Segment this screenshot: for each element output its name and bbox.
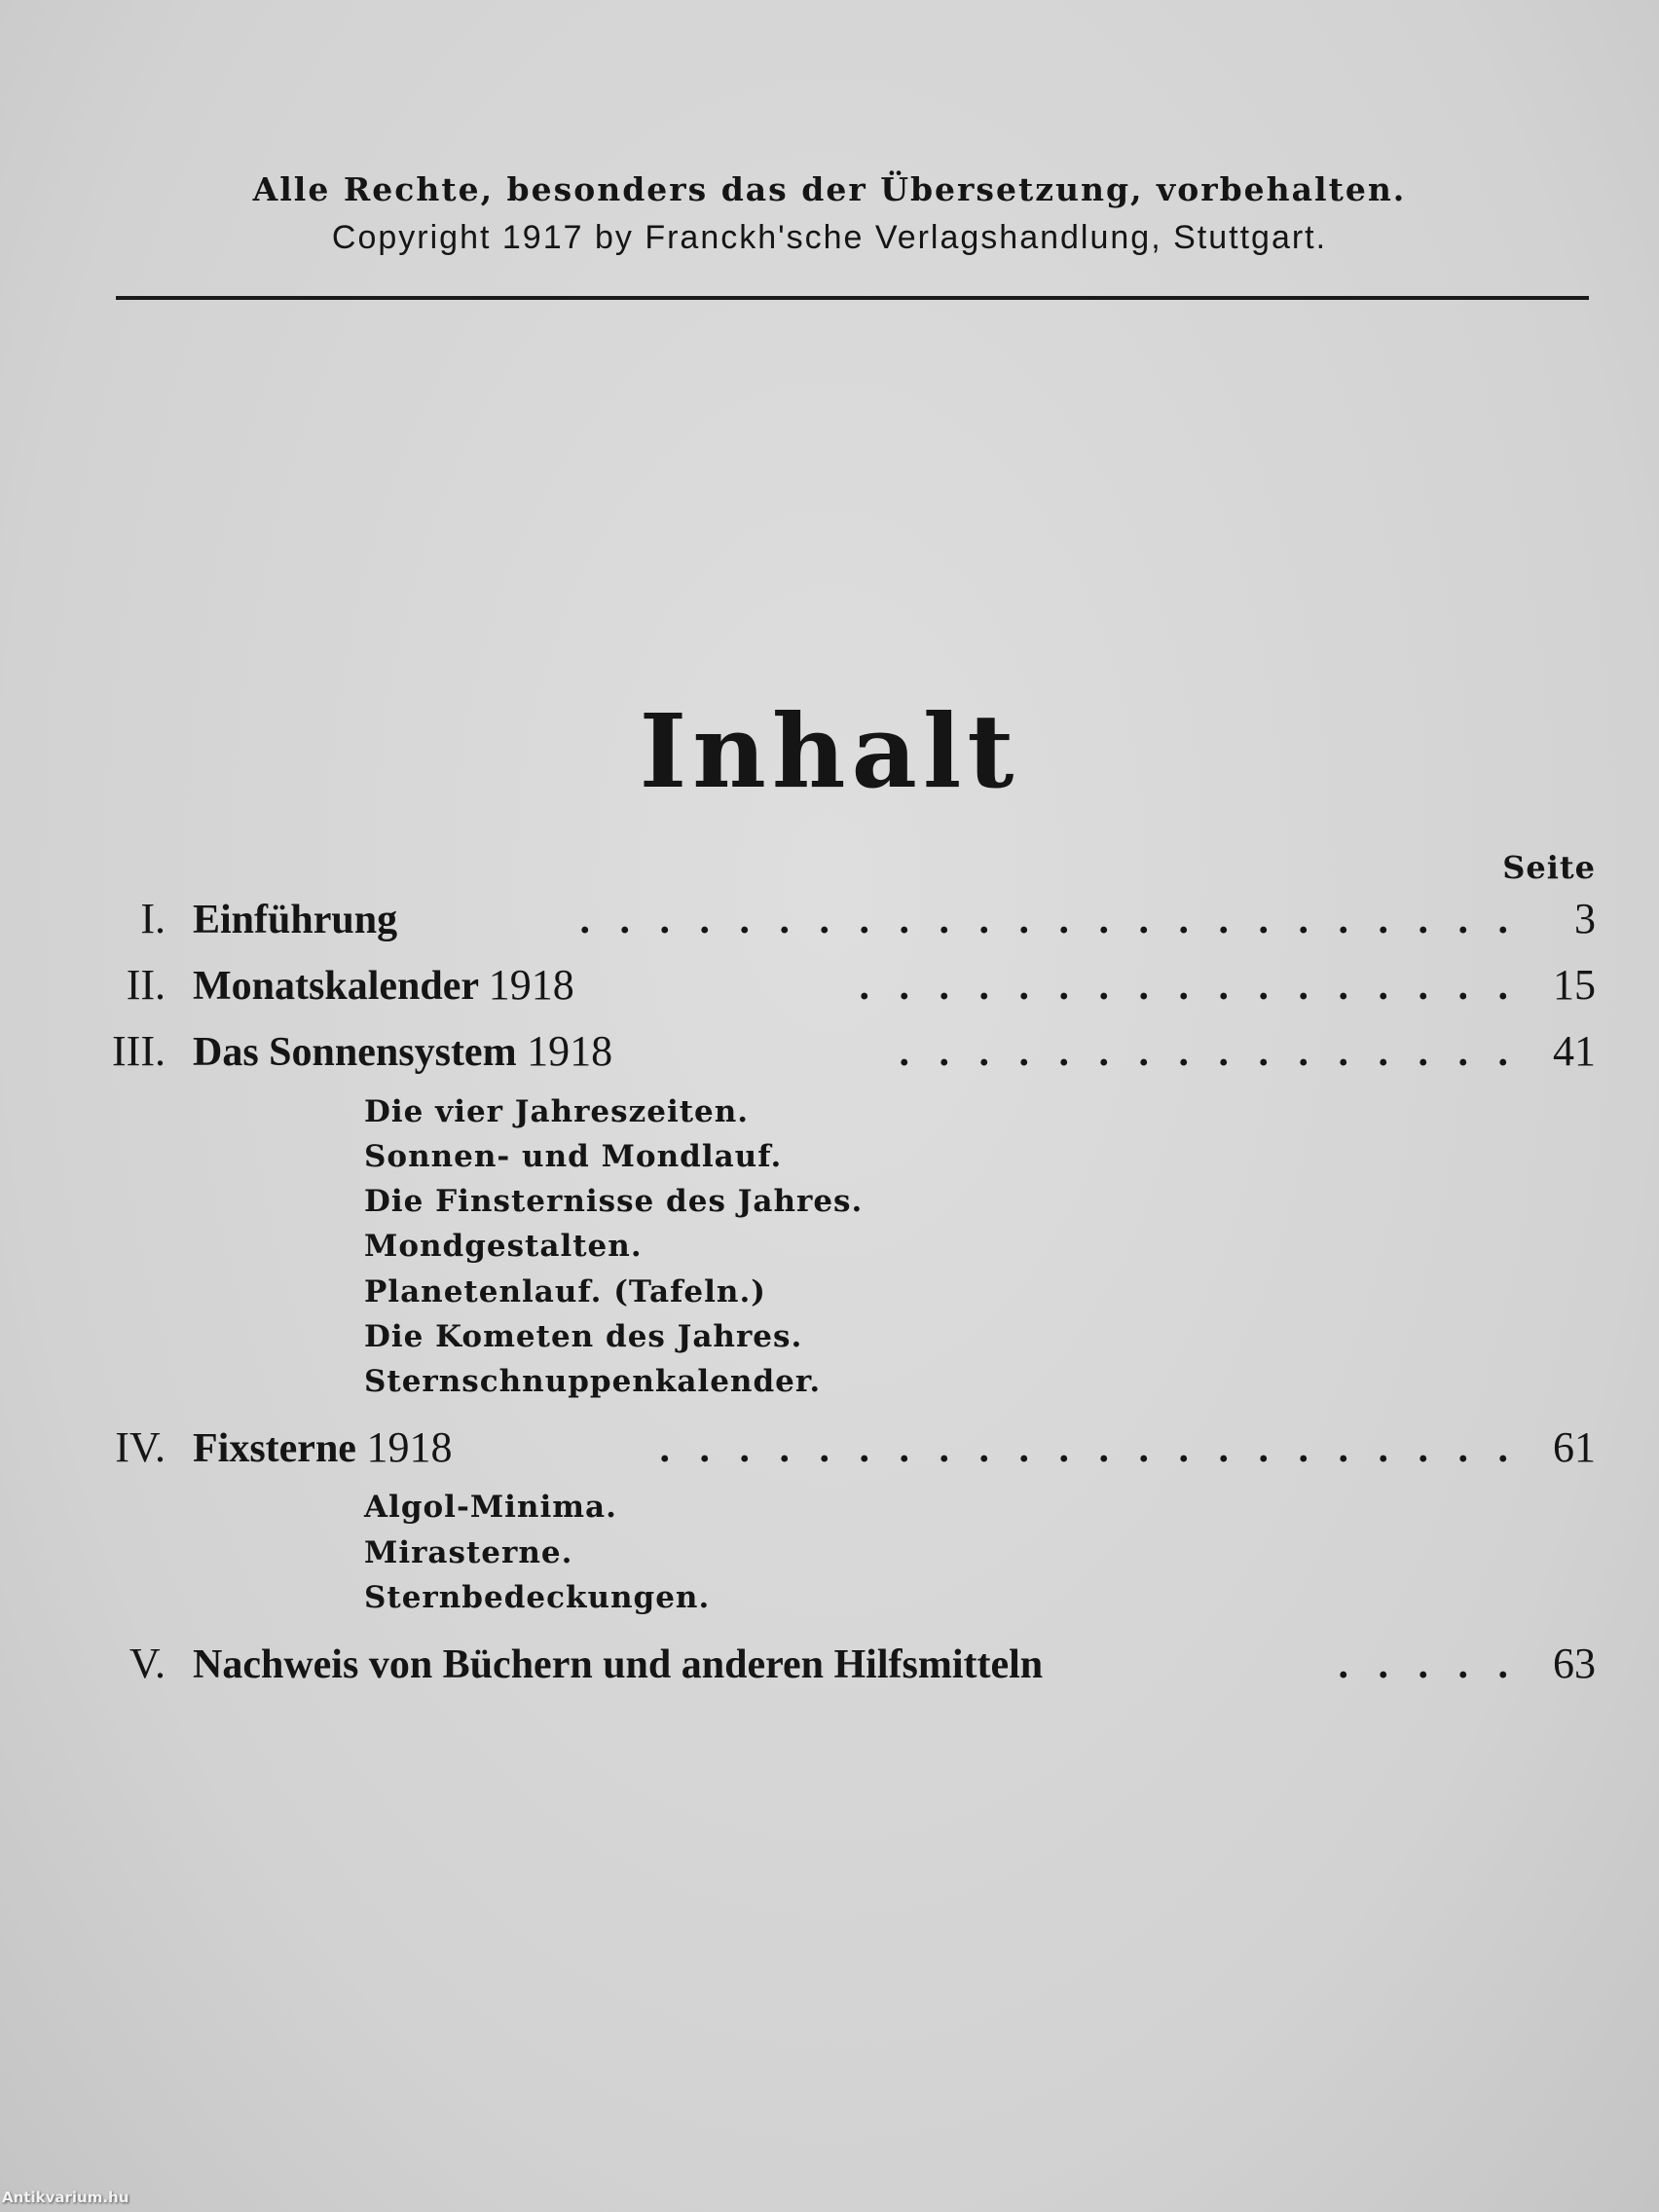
- subentry: Algol-Minima.: [364, 1490, 617, 1525]
- entry-title: Nachweis von Büchern und anderen Hilfsmitteln: [193, 1642, 1044, 1687]
- subentry: Sternbedeckungen.: [364, 1580, 711, 1615]
- entry-page: 15: [1553, 961, 1596, 1009]
- toc-entry: [78, 1639, 1596, 1697]
- toc-entry: [78, 1422, 1596, 1481]
- entry-page: 61: [1553, 1423, 1596, 1471]
- entry-year: 1918: [488, 961, 574, 1009]
- dot-leader: . . . . . . . . . . . . . . . .: [899, 1030, 1518, 1075]
- toc-entry: [78, 960, 1596, 1018]
- entry-year: 1918: [366, 1423, 453, 1471]
- entry-title: Das Sonnensystem: [193, 1030, 517, 1075]
- entry-title: Einführung: [193, 898, 398, 942]
- entry-title: Monatskalender: [193, 964, 479, 1009]
- subentry: Die Finsternisse des Jahres.: [364, 1184, 864, 1219]
- divider-rule: [116, 296, 1589, 300]
- dot-leader: . . . . . . . . . . . . . . . . . . . . . . . .: [579, 898, 1518, 942]
- subentry: Mirasterne.: [364, 1535, 573, 1570]
- subentry: Planetenlauf. (Tafeln.): [364, 1274, 766, 1309]
- entry-numeral: V.: [129, 1640, 166, 1687]
- entry-year: 1918: [527, 1027, 613, 1075]
- subentry: Die vier Jahreszeiten.: [364, 1094, 750, 1129]
- rights-notice: Alle Rechte, besonders das der Übersetzung, vorbehalten.: [252, 170, 1407, 208]
- entry-page: 41: [1553, 1027, 1596, 1075]
- watermark: Antikvarium.hu: [2, 2189, 129, 2206]
- page-column-label: Seite: [1502, 849, 1596, 886]
- copyright-notice: Copyright 1917 by Franckh'sche Verlagshandlung, Stuttgart.: [331, 219, 1328, 256]
- page-title: Inhalt: [639, 691, 1020, 811]
- dot-leader: . . . . . . . . . . . . . . . . . . . . . .: [659, 1426, 1518, 1471]
- entry-page: 63: [1553, 1640, 1596, 1687]
- entry-numeral: I.: [140, 895, 166, 942]
- subentry: Sonnen- und Mondlauf.: [364, 1139, 783, 1174]
- dot-leader: . . . . .: [1338, 1642, 1518, 1687]
- toc-entry: [78, 1026, 1596, 1085]
- entry-page: 3: [1574, 895, 1596, 942]
- toc-entry: [78, 894, 1596, 952]
- subentry: Die Kometen des Jahres.: [364, 1319, 803, 1354]
- dot-leader: . . . . . . . . . . . . . . . . .: [859, 964, 1518, 1009]
- entry-title: Fixsterne: [193, 1426, 356, 1471]
- entry-numeral: IV.: [115, 1423, 166, 1471]
- entry-numeral: III.: [112, 1027, 166, 1075]
- subentry: Sternschnuppenkalender.: [364, 1364, 822, 1399]
- entry-numeral: II.: [126, 961, 166, 1009]
- subentry: Mondgestalten.: [364, 1229, 643, 1264]
